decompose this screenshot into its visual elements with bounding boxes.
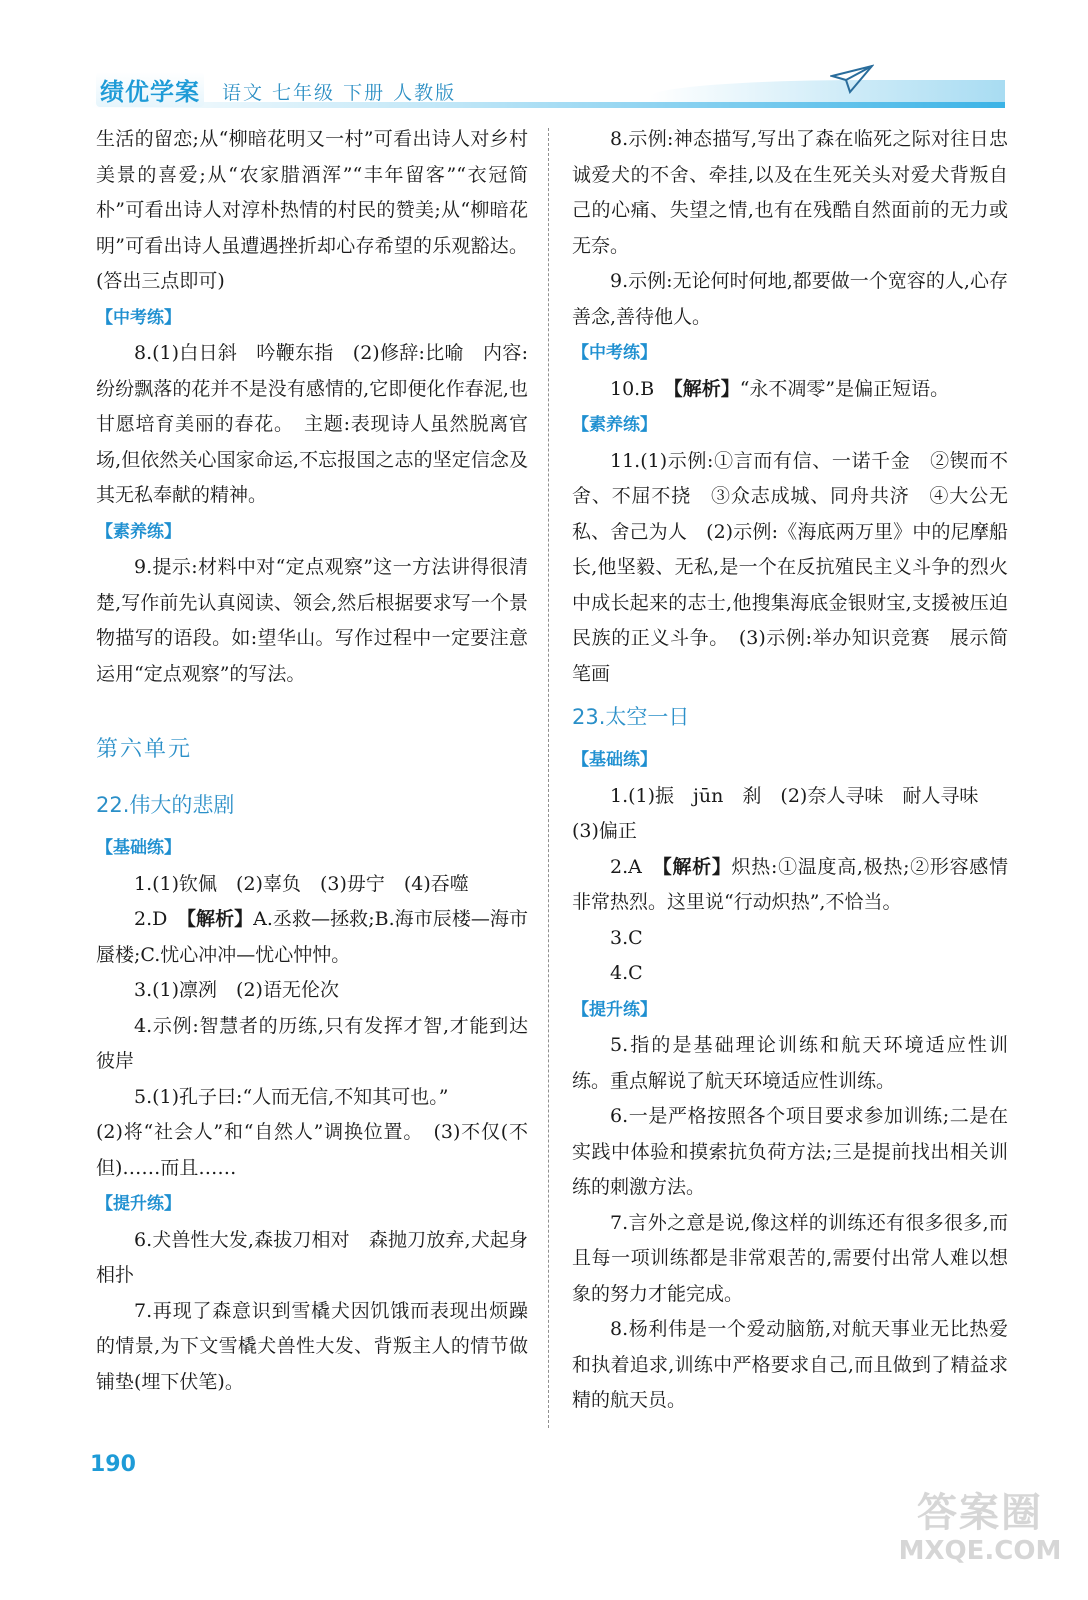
- answer-continued: 生活的留恋;从“柳暗花明又一村”可看出诗人对乡村美景的喜爱;从“农家腊酒浑”“丰年留客”“衣冠简朴”可看出诗人对淳朴热情的村民的赞美;从“柳暗花明”可看出诗人虽遭遇挫折却心存希望的乐观豁达。(答出三点即可): [96, 128, 528, 292]
- site-watermark: [890, 1490, 1070, 1566]
- section-tag-jichu: 【基础练】: [96, 838, 181, 858]
- spacer: [96, 692, 528, 720]
- book-logo: 绩优学案: [96, 72, 204, 107]
- answer-4: 4.示例:智慧者的历练,只有发挥才智,才能到达彼岸: [96, 1014, 528, 1072]
- section-tag-tisheng: 【提升练】: [96, 1194, 181, 1214]
- section-tag-jichu: 【基础练】: [572, 750, 657, 770]
- watermark-logo: 答案圈: [917, 1490, 1043, 1536]
- answer-8-right: 8.示例:神态描写,写出了森在临死之际对往日忠诚爱犬的不舍、牵挂,以及在生死关头对爱犬背叛自己的心痛、失望之情,也有在残酷自然面前的无力或无奈。: [572, 128, 1008, 257]
- answer-3: 3.(1)凛冽 (2)语无伦次: [134, 979, 339, 1001]
- paper-plane-icon: [830, 64, 874, 94]
- answer-1-right-cont: (3)偏正: [572, 820, 637, 842]
- answer-2: [96, 902, 528, 973]
- answer-11: 11.(1)示例:①言而有信、一诺千金 ②锲而不舍、不屈不挠 ③众志成城、同舟共济 ④大公无私、舍己为人 (2)示例:《海底两万里》中的尼摩船长,他坚毅、无私,是一个在反抗殖民主义斗争的烈火中成长起来的志士,他搜集海底金银财宝,支援被压迫民族的正义斗争。 (3)示例:举办知识竞赛 展示简笔画: [572, 449, 1008, 685]
- answer-3-right: 3.C: [610, 926, 643, 949]
- section-tag-suyang: 【素养练】: [96, 521, 181, 542]
- answer-2-right: [572, 850, 1008, 921]
- answer-5-part1: 5.(1)孔子曰:“人而无信,不知其可也。”: [134, 1085, 449, 1108]
- lesson-heading: 23.太空一日: [572, 705, 690, 729]
- lesson-heading: 22.伟大的悲剧: [96, 793, 235, 817]
- section-tag-zhongkao: 【中考练】: [572, 343, 657, 363]
- column-divider: [548, 128, 549, 1428]
- page-header: [90, 60, 1010, 120]
- section-tag-suyang: 【素养练】: [572, 415, 657, 435]
- book-subtitle: 语文 七年级 下册 人教版: [222, 82, 457, 104]
- answer-6: 6.犬兽性大发,森拔刀相对 森抛刀放弃,犬起身相扑: [96, 1228, 528, 1286]
- analysis-label: 【解析】: [186, 908, 254, 930]
- answer-5-part2: (2)将“社会人”和“自然人”调换位置。 (3)不仅(不但)……而且……: [96, 1121, 528, 1179]
- analysis-label: 【解析】: [662, 855, 732, 878]
- analysis-label: 【解析】: [673, 377, 740, 400]
- answer-6-right: 6.一是严格按照各个项目要求参加训练;二是在实践中体验和摸索抗负荷方法;三是提前找出相关训练的刺激方法。: [572, 1105, 1008, 1198]
- answer-7: 7.再现了森意识到雪橇犬因饥饿而表现出烦躁的情景,为下文雪橇犬兽性大发、背叛主人的情节做铺垫(埋下伏笔)。: [96, 1299, 528, 1393]
- page-number: 190: [90, 1452, 136, 1477]
- left-column: [96, 122, 528, 1400]
- answer-9: 9.提示:材料中对“定点观察”这一方法讲得很清楚,写作前先认真阅读、领会,然后根据要求写一个景物描写的语段。如:望华山。写作过程中一定要注意运用“定点观察”的写法。: [96, 556, 528, 685]
- watermark-url: MXQE.COM: [898, 1536, 1062, 1566]
- answer-7-right: 7.言外之意是说,像这样的训练还有很多很多,而且每一项训练都是非常艰苦的,需要付出常人难以想象的努力才能完成。: [572, 1211, 1008, 1305]
- right-column: [572, 122, 1008, 1419]
- section-tag-tisheng: 【提升练】: [572, 999, 657, 1020]
- answer-2-right-analysis: 炽热:①温度高,极热;②形容感情非常热烈。这里说“行动炽热”,不恰当。: [572, 855, 1008, 913]
- section-tag-zhongkao: 【中考练】: [96, 307, 181, 328]
- answer-10-choice: 10.B: [610, 377, 674, 400]
- unit-heading: 第六单元: [96, 737, 193, 762]
- answer-5-right: 5.指的是基础理论训练和航天环境适应性训练。重点解说了航天环境适应性训练。: [572, 1034, 1008, 1092]
- answer-9-right: 9.示例:无论何时何地,都要做一个宽容的人,心存善念,善待他人。: [572, 270, 1008, 328]
- answer-10-analysis: “永不凋零”是偏正短语。: [739, 377, 950, 400]
- answer-1-right: 1.(1)振 jūn 刹 (2)奈人寻味 耐人寻味: [610, 784, 979, 807]
- answer-10: [572, 372, 1008, 408]
- answer-2-choice: 2.D: [134, 908, 187, 930]
- answer-2-analysis: A.丞救—拯救;B.海市辰楼—海市蜃楼;C.忧心冲冲—忧心忡忡。: [96, 908, 528, 966]
- answer-1: 1.(1)钦佩 (2)辜负 (3)毋宁 (4)吞噬: [134, 872, 469, 895]
- answer-8: 8.(1)白日斜 吟鞭东指 (2)修辞:比喻 内容:纷纷飘落的花并不是没有感情的,它即便化作春泥,也甘愿培育美丽的春花。 主题:表现诗人虽然脱离官场,但依然关心国家命运,不忘报国之志的坚定信念及其无私奉献的精神。: [96, 342, 528, 506]
- answer-2-right-choice: 2.A: [610, 855, 663, 878]
- answer-4-right: 4.C: [610, 962, 643, 984]
- answer-8-right-2: 8.杨利伟是一个爱动脑筋,对航天事业无比热爱和执着追求,训练中严格要求自己,而且做到了精益求精的航天员。: [572, 1318, 1008, 1411]
